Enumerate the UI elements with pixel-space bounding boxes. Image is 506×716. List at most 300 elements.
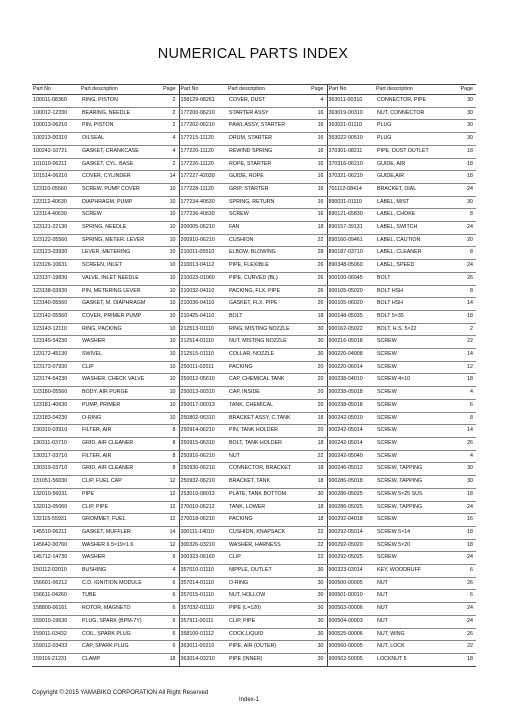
part-number-cell: 900560-00005: [327, 641, 375, 654]
table-row: [32, 590, 476, 603]
page-number-cell: 20: [310, 399, 327, 412]
part-description-cell: CUSHION, KNAPSACK: [227, 526, 310, 539]
part-description-cell: CAP, SPARK PLUG: [80, 641, 162, 654]
page-number-cell: 2: [459, 323, 476, 336]
part-description-cell: PACKING: [227, 514, 310, 527]
part-number-cell: 250915-06310: [179, 437, 227, 450]
page-number-cell: 16: [459, 514, 476, 527]
page-number-cell: 20: [310, 374, 327, 387]
part-number-cell: 145642-00760: [32, 539, 80, 552]
table-row: [32, 526, 476, 539]
page-number-cell: 4: [162, 565, 179, 578]
page-number-cell: 10: [162, 298, 179, 311]
part-description-cell: BOLT: [375, 272, 459, 285]
part-description-cell: SCREW: [375, 361, 459, 374]
part-number-cell: 123112-40630: [32, 196, 80, 209]
page-number-cell: 4: [162, 145, 179, 158]
part-description-cell: COVER, CYLINDER: [80, 171, 162, 184]
page-number-cell: 18: [310, 514, 327, 527]
part-number-cell: 270018-06210: [179, 514, 227, 527]
page-number-cell: 10: [162, 349, 179, 362]
part-number-cell: 900292-05025: [327, 552, 375, 565]
part-description-cell: SPRING, METER. LEVER: [80, 234, 162, 247]
part-number-cell: 132013-05060: [32, 501, 80, 514]
table-row: [32, 514, 476, 527]
page-number-cell: 2: [162, 120, 179, 133]
table-row: [32, 361, 476, 374]
part-description-cell: RING, PACKING: [80, 323, 162, 336]
page-number-cell: 10: [162, 222, 179, 235]
page-number-cell: 22: [310, 552, 327, 565]
page-number-cell: 8: [162, 463, 179, 476]
part-number-cell: 900501-00010: [327, 590, 375, 603]
part-number-cell: 300111-14010: [179, 526, 227, 539]
part-description-cell: C.D. IGNITION MODULE: [80, 577, 162, 590]
page-number-cell: 22: [459, 336, 476, 349]
header-description: Part description: [227, 85, 310, 95]
part-description-cell: PIN, PISTON: [80, 120, 162, 133]
table-row: [32, 171, 476, 184]
header-description: Part description: [375, 85, 459, 95]
part-description-cell: BRACKET ASSY, C.TANK: [227, 412, 310, 425]
part-number-cell: 158800-06161: [32, 603, 80, 616]
page-number-cell: 18: [459, 526, 476, 539]
part-number-cell: 357032-01110: [179, 603, 227, 616]
table-row: [32, 336, 476, 349]
part-description-cell: SCREW: [375, 349, 459, 362]
part-description-cell: COIL, SPARK PLUG: [80, 628, 162, 641]
part-number-cell: 210011-05510: [179, 247, 227, 260]
table-row: [32, 603, 476, 616]
part-number-cell: 177220-11120: [179, 145, 227, 158]
part-number-cell: 890348-05060: [327, 260, 375, 273]
page-number-cell: 30: [310, 603, 327, 616]
part-description-cell: PIN, TANK HOLDER: [227, 425, 310, 438]
part-number-cell: 123174-54230: [32, 374, 80, 387]
part-description-cell: SCREW, TAPPING: [375, 476, 459, 489]
part-number-cell: 363011-00210: [179, 641, 227, 654]
part-description-cell: PLUG: [375, 133, 459, 146]
part-description-cell: SCREW: [375, 552, 459, 565]
page-number-cell: 18: [162, 653, 179, 666]
page-number-cell: 18: [310, 222, 327, 235]
part-description-cell: WASHER, HARNESS: [227, 539, 310, 552]
part-description-cell: TANK, CHEMICAL: [227, 399, 310, 412]
part-number-cell: 900286-05025: [327, 488, 375, 501]
part-description-cell: O-RING: [227, 577, 310, 590]
header-part-no: Part No: [32, 85, 80, 95]
page-number-cell: 4: [459, 387, 476, 400]
part-number-cell: 900292-04018: [327, 514, 375, 527]
part-description-cell: PIPE (INNER): [227, 653, 310, 666]
part-number-cell: 212515-01110: [179, 349, 227, 362]
parts-index-table: [32, 84, 476, 667]
part-number-cell: 101514-06210: [32, 171, 80, 184]
part-number-cell: 145712-14730: [32, 552, 80, 565]
part-number-cell: 890157-39131: [327, 222, 375, 235]
part-number-cell: 200005-06210: [179, 222, 227, 235]
page-number-cell: 18: [459, 374, 476, 387]
part-number-cell: 210023-01060: [179, 272, 227, 285]
part-description-cell: BRACKET, DIAL: [375, 183, 459, 196]
part-description-cell: SCREW 5×25 SUS: [375, 488, 459, 501]
page-number-cell: 8: [459, 247, 476, 260]
page-number-cell: 30: [310, 615, 327, 628]
part-number-cell: 900216-05018: [327, 336, 375, 349]
part-description-cell: TUBE: [80, 590, 162, 603]
page-number-cell: 10: [162, 387, 179, 400]
part-number-cell: 123149-54230: [32, 336, 80, 349]
page-number-cell: 6: [162, 577, 179, 590]
page-number-cell: 18: [310, 310, 327, 323]
page-number: Index-1: [239, 697, 260, 703]
part-description-cell: CONNECTOR, BRACKET: [227, 463, 310, 476]
table-row: [32, 349, 476, 362]
part-description-cell: SCREW, TAPPING: [375, 463, 459, 476]
part-number-cell: 363021-01110: [327, 120, 375, 133]
page-number-cell: 6: [162, 603, 179, 616]
page-number-cell: 18: [459, 488, 476, 501]
part-number-cell: 900503-00006: [327, 603, 375, 616]
part-number-cell: 890187-03710: [327, 247, 375, 260]
part-description-cell: ROPE, STARTER: [227, 158, 310, 171]
part-number-cell: 177200-06210: [179, 107, 227, 120]
page-number-cell: 24: [459, 260, 476, 273]
table-row: [32, 488, 476, 501]
part-description-cell: NUT: [375, 615, 459, 628]
page-number-cell: 26: [310, 260, 327, 273]
page-number-cell: 24: [459, 183, 476, 196]
page-number-cell: 10: [162, 196, 179, 209]
page-number-cell: 24: [459, 603, 476, 616]
part-description-cell: SCREW, TAPPING: [375, 501, 459, 514]
page-number-cell: 18: [310, 437, 327, 450]
page-number-cell: 10: [162, 336, 179, 349]
part-description-cell: SCREW: [375, 399, 459, 412]
part-number-cell: 250930-06210: [179, 463, 227, 476]
part-description-cell: SCREW: [375, 514, 459, 527]
part-number-cell: 123110-05560: [32, 183, 80, 196]
header-page: Page: [162, 85, 179, 95]
page-number-cell: 18: [459, 171, 476, 184]
table-row: [32, 298, 476, 311]
page-number-cell: 30: [459, 463, 476, 476]
part-description-cell: SCREW: [375, 450, 459, 463]
part-description-cell: GASKET, CRANKCASE: [80, 145, 162, 158]
part-description-cell: BOLT HSH: [375, 298, 459, 311]
page-number-cell: 24: [459, 615, 476, 628]
part-description-cell: SWIVEL: [80, 349, 162, 362]
page-number-cell: 18: [459, 653, 476, 666]
page-number-cell: 30: [310, 488, 327, 501]
part-number-cell: 159012-03433: [32, 641, 80, 654]
part-description-cell: PUMP, PRIMER: [80, 399, 162, 412]
part-description-cell: COCK,LIQUID: [227, 628, 310, 641]
page-number-cell: 26: [459, 272, 476, 285]
part-number-cell: 357911-00111: [179, 615, 227, 628]
part-number-cell: 900100-06045: [327, 272, 375, 285]
page-number-cell: 12: [162, 514, 179, 527]
page-number-cell: 20: [310, 387, 327, 400]
table-row: [32, 641, 476, 654]
table-row: [32, 323, 476, 336]
part-description-cell: CLIP, FUEL CAP: [80, 476, 162, 489]
part-number-cell: 370316-06210: [327, 158, 375, 171]
table-row: [32, 412, 476, 425]
page-number-cell: 6: [162, 641, 179, 654]
part-number-cell: 123173-07930: [32, 361, 80, 374]
part-description-cell: NUT, HOLLOW: [227, 590, 310, 603]
part-number-cell: 900292-05020: [327, 539, 375, 552]
page-number-cell: 8: [162, 437, 179, 450]
part-description-cell: SCREW: [227, 209, 310, 222]
page-number-cell: 14: [459, 425, 476, 438]
part-number-cell: 130310-03910: [32, 425, 80, 438]
part-number-cell: 358100-01112: [179, 628, 227, 641]
header-page: Page: [310, 85, 327, 95]
page-number-cell: 10: [162, 323, 179, 336]
page-number-cell: 30: [459, 476, 476, 489]
part-description-cell: WASHER: [80, 552, 162, 565]
part-number-cell: 212514-01110: [179, 336, 227, 349]
page-number-cell: 8: [162, 450, 179, 463]
part-number-cell: 900148-05035: [327, 310, 375, 323]
page-number-cell: 18: [459, 539, 476, 552]
table-row: [32, 399, 476, 412]
part-number-cell: 123181-40630: [32, 399, 80, 412]
part-number-cell: 253010-08013: [179, 488, 227, 501]
part-number-cell: 701112-08414: [327, 183, 375, 196]
part-description-cell: BOLT HSH: [375, 285, 459, 298]
part-number-cell: 250012-05610: [179, 374, 227, 387]
part-description-cell: GROMMET, FUEL: [80, 514, 162, 527]
part-number-cell: 145510-06211: [32, 526, 80, 539]
part-number-cell: 210013-04112: [179, 260, 227, 273]
part-number-cell: 363022-00510: [327, 133, 375, 146]
part-description-cell: ROTOR, MAGNETO: [80, 603, 162, 616]
part-description-cell: TANK, LOWER: [227, 501, 310, 514]
page-number-cell: 22: [310, 234, 327, 247]
part-description-cell: GASKET, M. DIAPHRAGM: [80, 298, 162, 311]
part-description-cell: BODY, AIR PURGE: [80, 387, 162, 400]
part-description-cell: SCREW: [375, 437, 459, 450]
page-number-cell: 24: [459, 501, 476, 514]
page-number-cell: 30: [459, 107, 476, 120]
part-number-cell: 900246-05012: [327, 463, 375, 476]
table-row: [32, 565, 476, 578]
part-number-cell: 123121-22130: [32, 222, 80, 235]
part-number-cell: 270010-06212: [179, 501, 227, 514]
part-number-cell: 250017-06013: [179, 399, 227, 412]
part-description-cell: RING, MISTING NOZZLE: [227, 323, 310, 336]
part-description-cell: BEARING, NEEDLE: [80, 107, 162, 120]
table-row: [32, 463, 476, 476]
part-number-cell: 370321-06210: [327, 171, 375, 184]
part-description-cell: NUT: [375, 603, 459, 616]
part-description-cell: GRIP, STARTER: [227, 183, 310, 196]
part-number-cell: 177236-40630: [179, 209, 227, 222]
page-number-cell: 10: [162, 361, 179, 374]
page-number-cell: 10: [162, 183, 179, 196]
part-description-cell: CLIP: [80, 361, 162, 374]
page-number-cell: 22: [459, 641, 476, 654]
part-description-cell: SPRING, NEEDLE: [80, 222, 162, 235]
part-number-cell: 130311-03710: [32, 437, 80, 450]
page-number-cell: 16: [310, 107, 327, 120]
part-number-cell: 900286-05025: [327, 501, 375, 514]
part-number-cell: 900525-00006: [327, 628, 375, 641]
page-number-cell: 16: [310, 171, 327, 184]
part-description-cell: CLIP, PIPE: [80, 501, 162, 514]
table-row: [32, 120, 476, 133]
part-number-cell: 177227-42030: [179, 171, 227, 184]
part-description-cell: FAN: [227, 222, 310, 235]
part-description-cell: PIPE, CURVED (BL): [227, 272, 310, 285]
part-number-cell: 177228-11120: [179, 183, 227, 196]
part-number-cell: 177202-06210: [179, 120, 227, 133]
part-description-cell: GRID, AIR CLEANER: [80, 463, 162, 476]
table-row: [32, 95, 476, 108]
part-number-cell: 900242-05014: [327, 425, 375, 438]
table-row: [32, 615, 476, 628]
page-number-cell: 14: [459, 349, 476, 362]
page-number-cell: 30: [459, 196, 476, 209]
copyright-text: Copyright © 2015 YAMABIKO CORPORATION All Right Reserved: [32, 690, 209, 696]
table-row: [32, 183, 476, 196]
part-description-cell: NUT: [375, 590, 459, 603]
page-number-cell: 10: [162, 285, 179, 298]
page-number-cell: 30: [459, 95, 476, 108]
table-row: [32, 158, 476, 171]
part-description-cell: SCREW 5×20: [375, 539, 459, 552]
part-description-cell: FILTER, AIR: [80, 450, 162, 463]
page-number-cell: 22: [310, 539, 327, 552]
page-number-cell: 6: [162, 552, 179, 565]
page-number-cell: 10: [162, 399, 179, 412]
part-description-cell: PIPE, AIR (OUTER): [227, 641, 310, 654]
page-number-cell: 26: [459, 628, 476, 641]
part-description-cell: BRACKET, TANK: [227, 476, 310, 489]
part-number-cell: 250013-00310: [179, 387, 227, 400]
part-description-cell: NUT: [375, 577, 459, 590]
page-number-cell: 16: [310, 209, 327, 222]
part-description-cell: SPRING, RETURN: [227, 196, 310, 209]
part-number-cell: 210036-04110: [179, 298, 227, 311]
part-number-cell: 130319-03710: [32, 463, 80, 476]
part-description-cell: DRUM, STARTER: [227, 133, 310, 146]
part-description-cell: NUT, CONNECTOR: [375, 107, 459, 120]
part-description-cell: PIN, METERING LEVER: [80, 285, 162, 298]
part-description-cell: NUT: [227, 450, 310, 463]
part-description-cell: PACKING, FLX. PIPE: [227, 285, 310, 298]
part-number-cell: 123140-05560: [32, 298, 80, 311]
part-description-cell: WASHER, CHECK VALVE: [80, 374, 162, 387]
part-number-cell: 123126-10631: [32, 260, 80, 273]
page-number-cell: 14: [162, 171, 179, 184]
part-description-cell: LEVER, METERING: [80, 247, 162, 260]
part-number-cell: 177234-40630: [179, 196, 227, 209]
part-number-cell: 890160-09461: [327, 234, 375, 247]
part-number-cell: 900162-05022: [327, 323, 375, 336]
header-part-no: Part No: [327, 85, 375, 95]
part-description-cell: SCREEN, INLET: [80, 260, 162, 273]
part-description-cell: PLATE, TANK BOTTOM: [227, 488, 310, 501]
part-description-cell: KEY, WOODRUFF: [375, 565, 459, 578]
part-description-cell: GUIDE, ROPE: [227, 171, 310, 184]
page-number-cell: 10: [162, 374, 179, 387]
page-number-cell: 10: [162, 412, 179, 425]
part-number-cell: 210032-04110: [179, 285, 227, 298]
table-row: [32, 539, 476, 552]
table-row: [32, 260, 476, 273]
part-description-cell: BOLT 5×35: [375, 310, 459, 323]
part-description-cell: CAP, INSIDE: [227, 387, 310, 400]
page-number-cell: 16: [310, 196, 327, 209]
part-description-cell: REWIND SPRING: [227, 145, 310, 158]
page-number-cell: 2: [162, 158, 179, 171]
page-number-cell: 30: [310, 577, 327, 590]
page-number-cell: 18: [459, 310, 476, 323]
table-row: [32, 310, 476, 323]
part-number-cell: 177226-11120: [179, 158, 227, 171]
part-description-cell: LABEL, SPEED: [375, 260, 459, 273]
page-number-cell: 30: [310, 628, 327, 641]
page-number-cell: 4: [310, 95, 327, 108]
part-number-cell: 150112-02010: [32, 565, 80, 578]
page-number-cell: 26: [310, 298, 327, 311]
part-number-cell: 123180-05560: [32, 387, 80, 400]
page-number-cell: 26: [459, 437, 476, 450]
part-description-cell: SCREW: [375, 412, 459, 425]
page-number-cell: 16: [310, 120, 327, 133]
page-number-cell: 2: [162, 95, 179, 108]
part-description-cell: LABEL, CHOKE: [375, 209, 459, 222]
part-description-cell: PIPE: [80, 488, 162, 501]
page-number-cell: 26: [310, 285, 327, 298]
part-number-cell: 250011-02011: [179, 361, 227, 374]
part-description-cell: RING, PISTON: [80, 95, 162, 108]
table-row: [32, 387, 476, 400]
page-number-cell: 26: [459, 577, 476, 590]
part-description-cell: NUT, WING: [375, 628, 459, 641]
part-number-cell: 159011-03432: [32, 628, 80, 641]
page-number-cell: 30: [310, 641, 327, 654]
page-number-cell: 6: [162, 590, 179, 603]
part-number-cell: 900105-06020: [327, 298, 375, 311]
table-row: [32, 653, 476, 666]
part-number-cell: 357015-01110: [179, 590, 227, 603]
header-description: Part description: [80, 85, 162, 95]
page-number-cell: 10: [162, 310, 179, 323]
part-description-cell: ELBOW, BLOWING: [227, 247, 310, 260]
page-number-cell: 16: [310, 158, 327, 171]
table-row: [32, 425, 476, 438]
table-row: [32, 234, 476, 247]
page-number-cell: 6: [162, 628, 179, 641]
part-description-cell: LABEL, CLEANER: [375, 247, 459, 260]
page-number-cell: 10: [162, 209, 179, 222]
page-number-cell: 16: [310, 183, 327, 196]
page-number-cell: 2: [162, 107, 179, 120]
part-number-cell: 363019-00310: [327, 107, 375, 120]
part-number-cell: 156611-04260: [32, 590, 80, 603]
page-number-cell: 10: [162, 234, 179, 247]
part-description-cell: GRID, AIR CLEANER: [80, 437, 162, 450]
part-number-cell: 890121-65830: [327, 209, 375, 222]
part-description-cell: LABEL, SWITCH: [375, 222, 459, 235]
page-number-cell: 14: [459, 298, 476, 311]
part-number-cell: 156601-06212: [32, 577, 80, 590]
